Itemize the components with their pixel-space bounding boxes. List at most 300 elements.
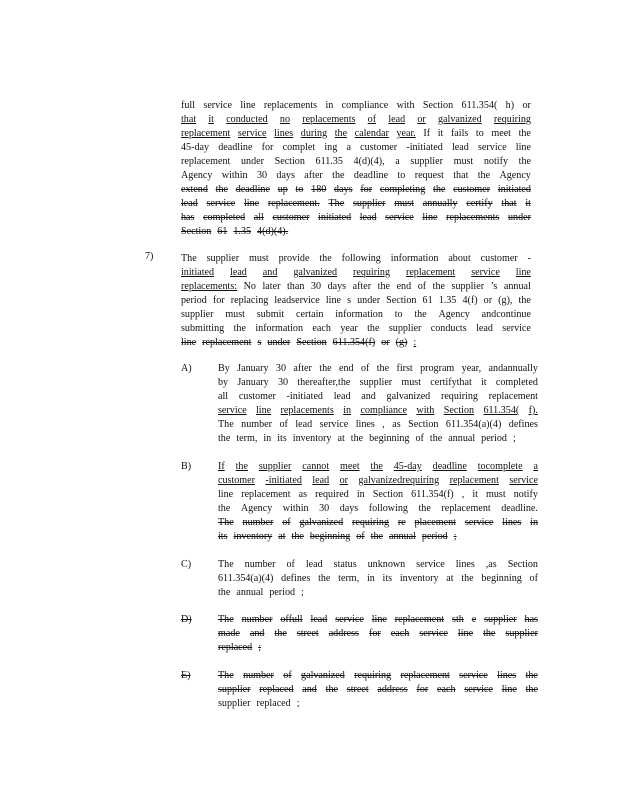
- word: The: [328, 198, 345, 209]
- subitem-label: E): [181, 670, 191, 681]
- word: ;: [296, 698, 300, 709]
- word: all: [253, 212, 264, 223]
- word: days: [334, 184, 353, 195]
- word: up: [277, 184, 288, 195]
- word: line: [371, 614, 387, 625]
- word: information: [335, 309, 383, 320]
- word: the: [518, 128, 531, 139]
- word: replacement: [181, 156, 231, 167]
- word: that: [501, 198, 517, 209]
- word: service: [478, 142, 507, 153]
- word: requiring: [493, 114, 531, 125]
- word: initiated: [318, 212, 352, 223]
- word: defines: [508, 419, 538, 430]
- word: 611.354(: [461, 100, 498, 111]
- word: in: [366, 573, 375, 584]
- text-line: [218, 586, 538, 600]
- word: status: [333, 559, 357, 570]
- word: number: [241, 614, 273, 625]
- word: andannually: [488, 363, 538, 374]
- word: for: [212, 295, 225, 306]
- word: of: [367, 114, 377, 125]
- word: required: [315, 489, 349, 500]
- word: after: [304, 170, 323, 181]
- word: and: [249, 628, 265, 639]
- text-line: [181, 294, 531, 308]
- word: customer: [272, 212, 310, 223]
- word: the: [483, 628, 496, 639]
- word: 45-day: [181, 142, 210, 153]
- word: galvanizedrequiring: [358, 475, 440, 486]
- word: replacement: [488, 391, 538, 402]
- word: ;: [258, 642, 261, 653]
- word: that: [453, 170, 469, 181]
- word: for: [416, 684, 429, 695]
- word: the: [367, 323, 380, 334]
- word: must: [394, 198, 414, 209]
- word: first: [396, 363, 413, 374]
- word: the: [350, 433, 364, 444]
- word: line: [325, 295, 341, 306]
- text-line: [218, 530, 538, 544]
- word: the: [518, 295, 531, 306]
- word: line: [515, 142, 531, 153]
- word: s: [257, 337, 262, 348]
- word: the: [432, 281, 445, 292]
- word: all: [218, 391, 229, 402]
- word: 4(d)(4),: [353, 156, 385, 167]
- word: galvanized: [301, 670, 345, 681]
- word: or: [339, 475, 348, 486]
- word: thereafter,the: [297, 377, 351, 388]
- word: of: [283, 670, 292, 681]
- word: conducted: [226, 114, 268, 125]
- word: information: [255, 323, 303, 334]
- word: provide: [278, 253, 310, 264]
- word: 611.354(f): [411, 489, 454, 500]
- word: the: [233, 323, 246, 334]
- word: the: [235, 461, 248, 472]
- text-line: [181, 280, 531, 294]
- word: days: [339, 503, 359, 514]
- word: calendar: [354, 128, 389, 139]
- item-7-number: 7): [145, 251, 154, 262]
- word: certain: [296, 309, 324, 320]
- word: beginning: [369, 433, 410, 444]
- word: replacements: [302, 114, 356, 125]
- word: submit: [256, 309, 285, 320]
- word: it: [472, 489, 478, 500]
- word: of: [279, 419, 288, 430]
- word: year,: [461, 363, 482, 374]
- word: under: [507, 212, 531, 223]
- word: service: [459, 670, 488, 681]
- word: replacement: [241, 489, 291, 500]
- text-line: [181, 322, 531, 336]
- word: annual: [448, 433, 476, 444]
- word: later: [262, 281, 281, 292]
- word: certifythat: [430, 377, 472, 388]
- word: customer: [238, 391, 276, 402]
- word: of: [282, 517, 291, 528]
- word: period: [481, 433, 507, 444]
- word: 61: [217, 226, 228, 237]
- word: number: [241, 419, 273, 430]
- word: deadline.: [501, 503, 538, 514]
- word: service: [206, 198, 236, 209]
- word: leadservice: [274, 295, 320, 306]
- text-line: [218, 613, 538, 627]
- word: the: [319, 363, 332, 374]
- word: cannot: [302, 461, 330, 472]
- word: it: [525, 198, 531, 209]
- text-line: [218, 488, 538, 502]
- word: completed: [495, 377, 538, 388]
- word: deadline: [218, 142, 253, 153]
- text-line: [218, 376, 538, 390]
- word: -initiated: [286, 391, 323, 402]
- word: made: [218, 628, 240, 639]
- word: January: [237, 377, 269, 388]
- word: the: [332, 170, 345, 181]
- word: supplier: [258, 461, 292, 472]
- word: service: [471, 267, 500, 278]
- word: compliance: [360, 405, 407, 416]
- word: replacement: [202, 337, 252, 348]
- word: conducts: [430, 323, 467, 334]
- word: offull: [280, 614, 303, 625]
- word: lead: [333, 391, 351, 402]
- word: no: [279, 114, 290, 125]
- subitem-b: [218, 460, 538, 544]
- word: ,as: [485, 559, 497, 570]
- word: submitting: [181, 323, 225, 334]
- word: replacements:: [181, 281, 238, 292]
- word: service: [509, 475, 538, 486]
- word: ;: [453, 531, 457, 542]
- word: supplier: [353, 198, 386, 209]
- word: line: [515, 267, 531, 278]
- word: certify: [466, 198, 493, 209]
- word: the: [325, 684, 338, 695]
- word: address: [328, 628, 359, 639]
- word: ’s: [490, 281, 498, 292]
- word: street: [346, 684, 369, 695]
- word: tocomplete: [477, 461, 523, 472]
- word: line: [240, 100, 256, 111]
- text-line: [181, 308, 531, 322]
- word: line: [422, 212, 438, 223]
- word: under: [267, 337, 291, 348]
- text-line: [181, 113, 531, 127]
- word: the: [461, 573, 474, 584]
- item-7-text: [181, 252, 531, 350]
- word: 61: [422, 295, 433, 306]
- word: has: [524, 614, 538, 625]
- word: completing: [379, 184, 426, 195]
- word: customer: [453, 184, 491, 195]
- text-line: [218, 516, 538, 530]
- word: by: [218, 377, 229, 388]
- text-line: [218, 641, 538, 655]
- text-line: [181, 183, 531, 197]
- word: and: [361, 391, 376, 402]
- word: to: [295, 184, 304, 195]
- text-line: [181, 127, 531, 141]
- word: supplier: [410, 156, 443, 167]
- word: supplier: [388, 323, 422, 334]
- word: line: [501, 684, 517, 695]
- word: meet: [340, 461, 360, 472]
- word: deadline: [353, 170, 389, 181]
- word: the: [215, 184, 228, 195]
- text-line: [181, 141, 531, 155]
- word: lead: [230, 267, 247, 278]
- word: to: [475, 128, 484, 139]
- word: after: [352, 281, 372, 292]
- word: Agency: [499, 170, 531, 181]
- text-line: [218, 502, 538, 516]
- word: within: [282, 503, 309, 514]
- text-line: [218, 558, 538, 572]
- word: replaced: [259, 684, 294, 695]
- word: service: [218, 405, 247, 416]
- word: beginning: [481, 573, 522, 584]
- word: the: [429, 433, 443, 444]
- word: year.: [396, 128, 416, 139]
- text-line: [181, 155, 531, 169]
- word: Section: [422, 100, 454, 111]
- word: of: [286, 559, 295, 570]
- word: lead: [305, 559, 323, 570]
- word: re: [397, 517, 406, 528]
- text-line: [218, 697, 538, 711]
- word: end: [338, 363, 354, 374]
- word: period: [181, 295, 207, 306]
- word: 611.35: [315, 156, 343, 167]
- word: Agency: [240, 503, 273, 514]
- word: or: [417, 114, 426, 125]
- word: service: [502, 323, 531, 334]
- word: s: [347, 295, 352, 306]
- word: (g): [395, 337, 408, 348]
- word: term,: [236, 433, 258, 444]
- word: compliance: [341, 100, 389, 111]
- word: notify: [483, 156, 508, 167]
- word: annual: [389, 531, 416, 542]
- word: Agency: [181, 170, 213, 181]
- word: or: [381, 337, 390, 348]
- text-line: [218, 572, 538, 586]
- word: annually: [422, 198, 458, 209]
- word: the: [274, 628, 287, 639]
- word: Section: [443, 405, 475, 416]
- word: number: [243, 670, 274, 681]
- word: at: [337, 433, 345, 444]
- subitem-c: [218, 558, 538, 600]
- word: replacements: [263, 100, 318, 111]
- word: in: [530, 517, 538, 528]
- word: inventory: [292, 433, 332, 444]
- word: as: [298, 489, 308, 500]
- word: the: [376, 363, 390, 374]
- word: replacement: [405, 267, 456, 278]
- word: replacement: [394, 614, 445, 625]
- word: 1.35: [438, 295, 457, 306]
- word: replacement: [449, 475, 499, 486]
- word: 30: [319, 503, 330, 514]
- subitem-e: [218, 669, 538, 711]
- word: service: [385, 212, 414, 223]
- word: deadline: [235, 184, 270, 195]
- word: the: [418, 503, 431, 514]
- word: 611.354(: [483, 405, 520, 416]
- word: h): [505, 100, 515, 111]
- word: :: [413, 337, 417, 348]
- word: number: [244, 559, 276, 570]
- text-line: [181, 169, 531, 183]
- word: Section: [408, 419, 439, 430]
- word: in: [343, 405, 352, 416]
- word: 4(f): [462, 295, 478, 306]
- word: or: [522, 100, 531, 111]
- word: lines: [502, 517, 522, 528]
- word: line: [243, 198, 260, 209]
- word: service: [237, 128, 267, 139]
- word: lines: [274, 128, 294, 139]
- word: the: [377, 281, 391, 292]
- subitem-label: D): [181, 614, 192, 625]
- word: The: [218, 614, 234, 625]
- word: a: [346, 142, 351, 153]
- word: andcontinue: [481, 309, 531, 320]
- paragraph-top: [181, 99, 531, 239]
- word: days: [327, 281, 347, 292]
- word: line: [218, 489, 234, 500]
- word: replacement: [441, 503, 491, 514]
- word: The: [218, 419, 234, 430]
- word: sth: [452, 614, 464, 625]
- word: customer: [360, 142, 398, 153]
- word: must: [249, 253, 269, 264]
- word: line: [457, 628, 474, 639]
- word: requiring: [352, 517, 389, 528]
- word: program: [420, 363, 455, 374]
- word: about: [448, 253, 471, 264]
- word: must: [486, 489, 506, 500]
- word: galvanized: [386, 391, 431, 402]
- word: must: [453, 156, 474, 167]
- word: requiring: [354, 670, 392, 681]
- word: requiring: [353, 267, 390, 278]
- word: the: [218, 433, 231, 444]
- word: No: [243, 281, 256, 292]
- word: service: [319, 419, 349, 430]
- word: Agency: [438, 309, 470, 320]
- word: replacement: [181, 128, 231, 139]
- word: to: [394, 309, 403, 320]
- word: -: [527, 253, 531, 264]
- word: days: [276, 170, 295, 181]
- word: ;: [301, 587, 304, 598]
- word: beginning: [309, 531, 351, 542]
- word: defines: [281, 573, 311, 584]
- word: January: [237, 363, 269, 374]
- word: 30: [310, 281, 322, 292]
- word: service: [464, 517, 494, 528]
- word: each: [312, 323, 331, 334]
- word: term,: [338, 573, 360, 584]
- word: each: [390, 628, 410, 639]
- word: service: [464, 684, 493, 695]
- word: If: [218, 461, 225, 472]
- word: the: [525, 670, 538, 681]
- word: The: [218, 670, 234, 681]
- text-line: [218, 474, 538, 488]
- text-line: [218, 683, 538, 697]
- word: 30: [256, 170, 268, 181]
- word: of: [415, 433, 424, 444]
- word: Section: [372, 489, 404, 500]
- word: deadline: [432, 461, 467, 472]
- word: after: [293, 363, 312, 374]
- word: for: [369, 628, 381, 639]
- word: customer: [480, 253, 518, 264]
- word: it: [437, 128, 444, 139]
- word: inventory: [233, 531, 273, 542]
- word: it: [481, 377, 487, 388]
- word: annual: [236, 587, 264, 598]
- word: Section: [274, 156, 305, 167]
- word: each: [437, 684, 456, 695]
- subitem-a: [218, 362, 538, 446]
- word: The: [218, 517, 234, 528]
- word: ing: [324, 142, 338, 153]
- word: Section: [181, 226, 212, 237]
- word: information: [390, 253, 439, 264]
- word: 180: [311, 184, 327, 195]
- word: at: [278, 531, 286, 542]
- word: the: [318, 573, 331, 584]
- word: with: [396, 100, 415, 111]
- word: with: [416, 405, 435, 416]
- word: must: [225, 309, 245, 320]
- word: a: [533, 461, 538, 472]
- word: replaced: [256, 698, 291, 709]
- word: -initiated: [406, 142, 443, 153]
- word: lead: [310, 614, 328, 625]
- text-line: [181, 197, 531, 211]
- word: lines: [355, 419, 375, 430]
- word: galvanized: [437, 114, 482, 125]
- word: under: [357, 295, 381, 306]
- word: following: [341, 253, 381, 264]
- word: The: [218, 559, 234, 570]
- text-line: [218, 669, 538, 683]
- text-line: [218, 404, 538, 418]
- word: completed: [203, 212, 246, 223]
- word: period: [421, 531, 448, 542]
- word: the: [414, 309, 427, 320]
- word: as: [392, 419, 401, 430]
- word: galvanized: [293, 267, 338, 278]
- word: service: [203, 100, 232, 111]
- word: of: [356, 531, 365, 542]
- text-line: [181, 252, 531, 266]
- word: it: [208, 114, 214, 125]
- word: a: [395, 156, 400, 167]
- word: line: [181, 337, 197, 348]
